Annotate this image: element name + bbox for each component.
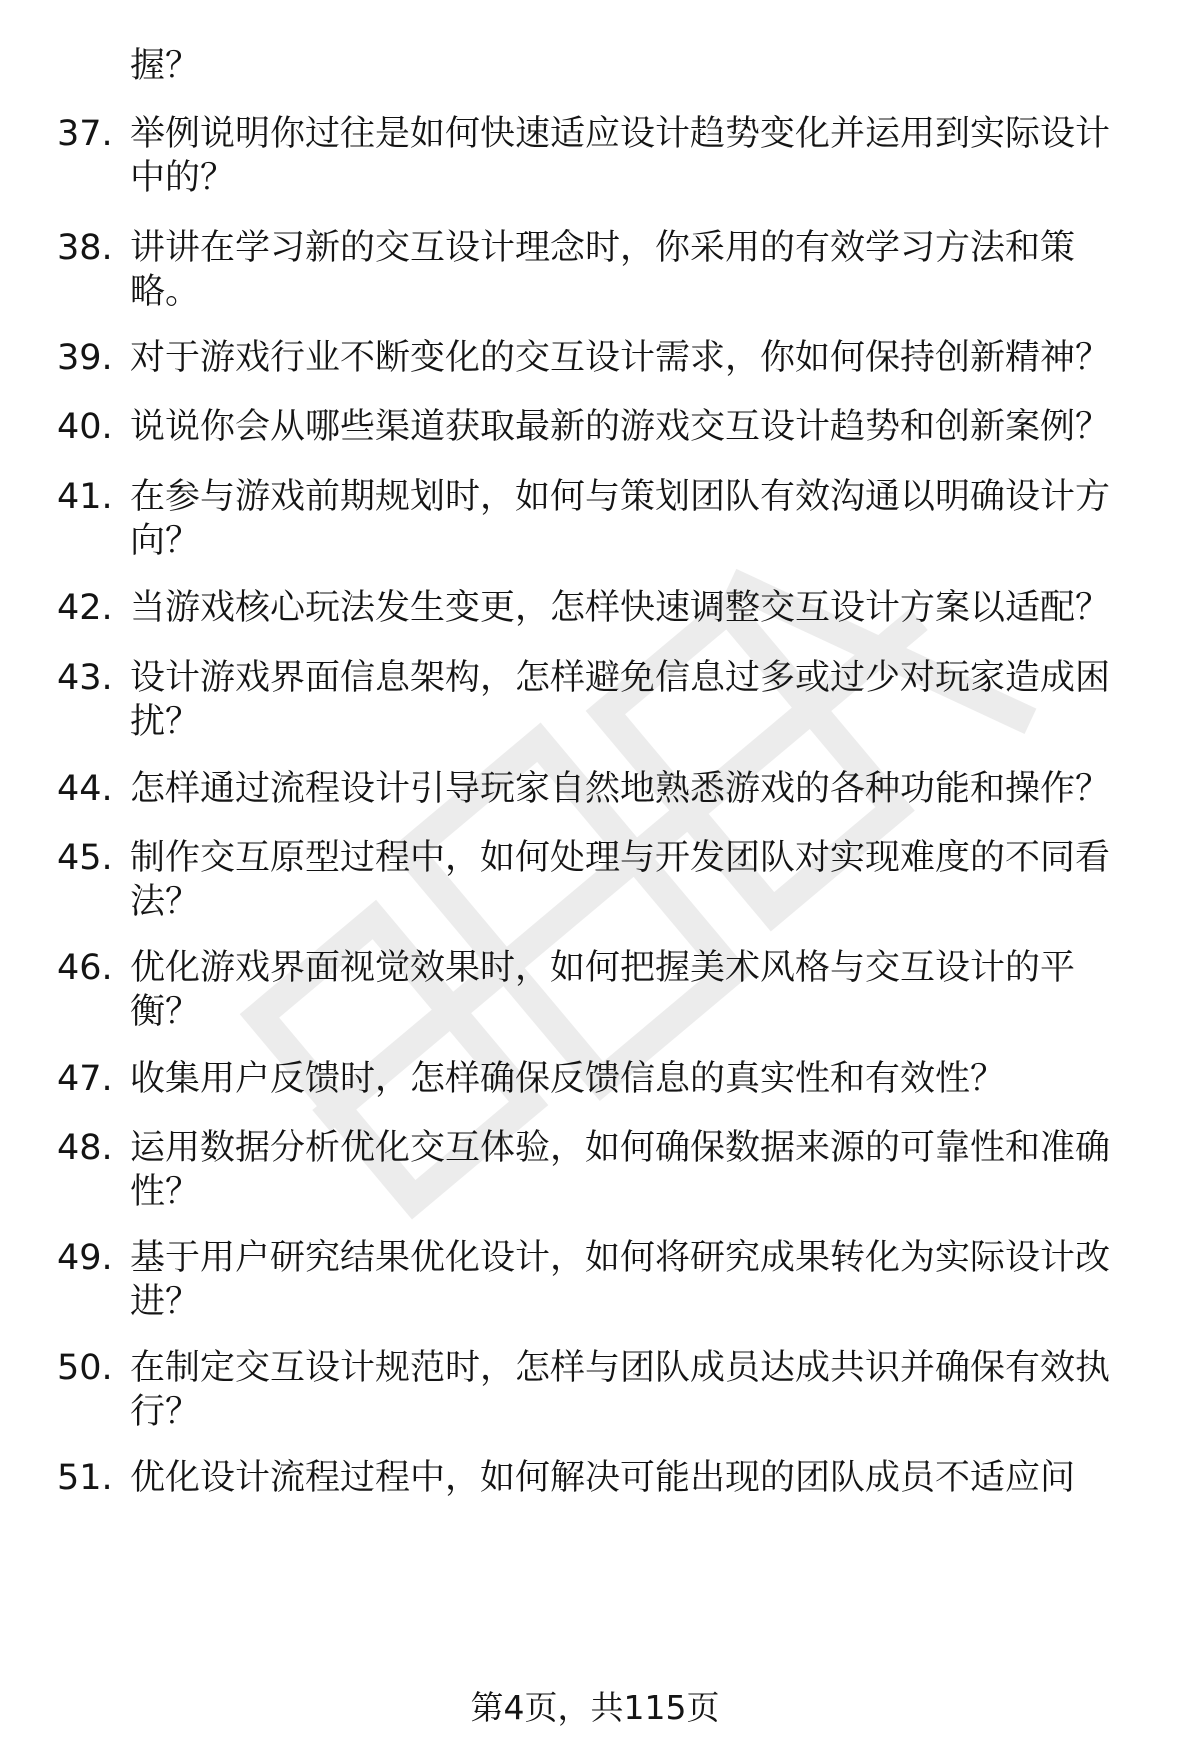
question-number: 40. — [57, 407, 113, 447]
question-number: 46. — [57, 948, 113, 988]
question-number: 41. — [57, 477, 113, 517]
question-text: 基于用户研究结果优化设计，如何将研究成果转化为实际设计改进？ — [130, 1238, 1111, 1322]
question-number: 37. — [57, 114, 113, 154]
question-number: 38. — [57, 228, 113, 268]
question-number: 48. — [57, 1128, 113, 1168]
question-number: 50. — [57, 1348, 113, 1388]
question-text: 制作交互原型过程中，如何处理与开发团队对实现难度的不同看法？ — [130, 838, 1111, 922]
question-number: 44. — [57, 769, 113, 809]
question-text: 优化游戏界面视觉效果时，如何把握美术风格与交互设计的平衡？ — [130, 948, 1076, 1032]
page-footer: 第4页，共115页 — [470, 1688, 720, 1727]
question-number: 47. — [57, 1059, 113, 1099]
question-text: 在参与游戏前期规划时，如何与策划团队有效沟通以明确设计方向？ — [130, 477, 1111, 561]
question-text: 说说你会从哪些渠道获取最新的游戏交互设计趋势和创新案例？ — [130, 407, 1111, 447]
question-text: 在制定交互设计规范时，怎样与团队成员达成共识并确保有效执行？ — [130, 1348, 1111, 1432]
question-number: 43. — [57, 658, 113, 698]
question-text: 对于游戏行业不断变化的交互设计需求，你如何保持创新精神？ — [130, 338, 1111, 378]
question-number: 45. — [57, 838, 113, 878]
question-text: 怎样通过流程设计引导玩家自然地熟悉游戏的各种功能和操作？ — [130, 769, 1111, 809]
question-text: 运用数据分析优化交互体验，如何确保数据来源的可靠性和准确性？ — [130, 1128, 1111, 1212]
question-number: 49. — [57, 1238, 113, 1278]
question-text: 收集用户反馈时，怎样确保反馈信息的真实性和有效性？ — [130, 1059, 1006, 1099]
question-text: 当游戏核心玩法发生变更，怎样快速调整交互设计方案以适配？ — [130, 588, 1111, 628]
question-number: 51. — [57, 1458, 113, 1498]
question-text: 设计游戏界面信息架构，怎样避免信息过多或过少对玩家造成困扰？ — [130, 658, 1111, 742]
continuation-text: 握？ — [130, 46, 201, 86]
question-text: 优化设计流程过程中，如何解决可能出现的团队成员不适应问 — [130, 1458, 1076, 1498]
question-number: 39. — [57, 338, 113, 378]
question-text: 讲讲在学习新的交互设计理念时，你采用的有效学习方法和策略。 — [130, 228, 1076, 312]
question-text: 举例说明你过往是如何快速适应设计趋势变化并运用到实际设计中的？ — [130, 114, 1111, 198]
question-number: 42. — [57, 588, 113, 628]
